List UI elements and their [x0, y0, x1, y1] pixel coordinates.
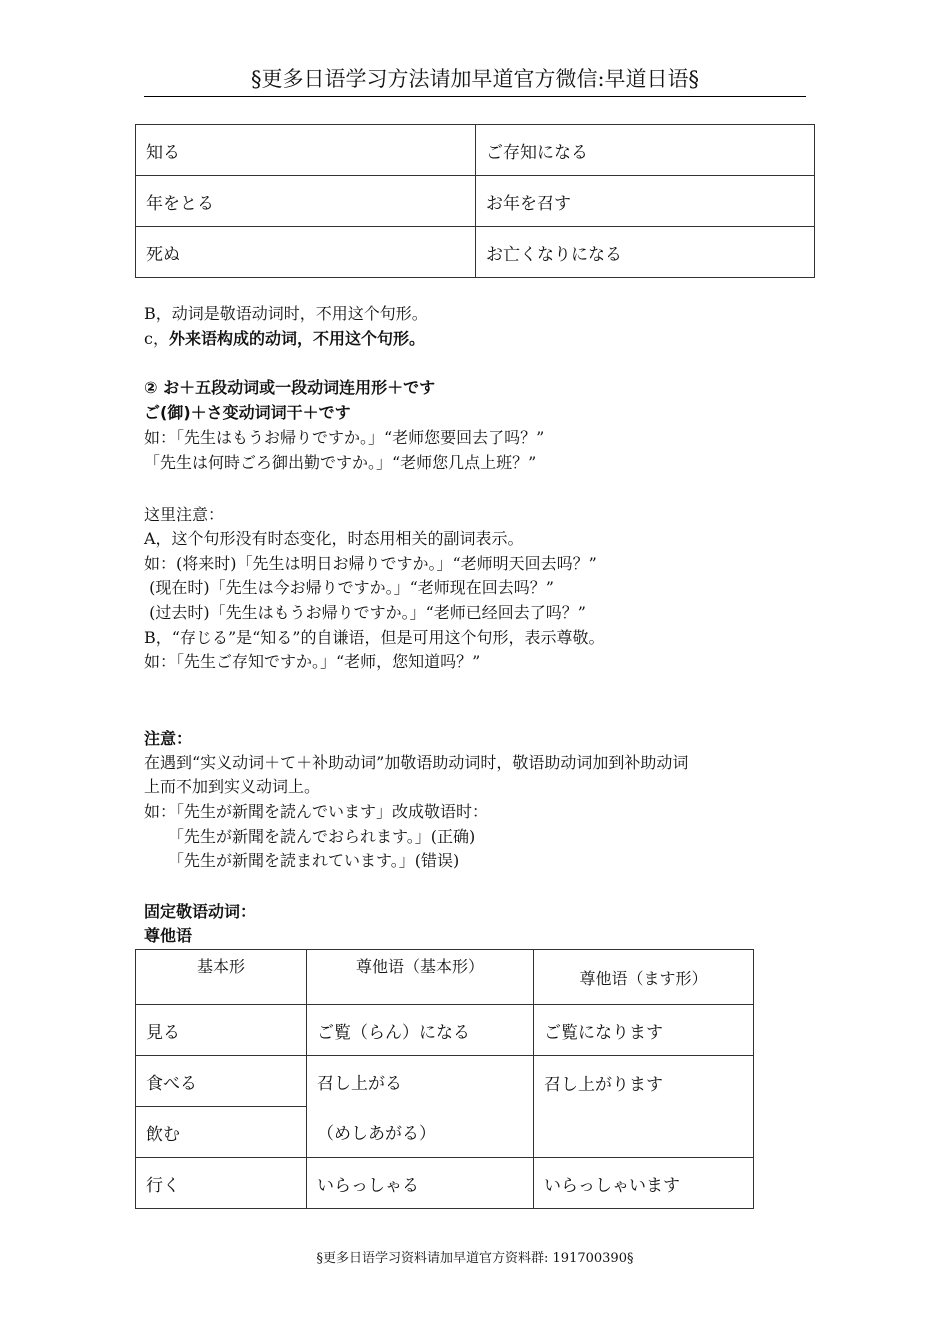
table-cell: 召し上がる	[307, 1056, 534, 1107]
table-row	[136, 1005, 754, 1056]
example-line: 如：(将来时)「先生は明日お帰りですか。」“老师明天回去吗？”	[144, 554, 597, 573]
example-line: (过去时)「先生はもうお帰りですか。」“老师已经回去了吗？”	[144, 603, 586, 622]
caution-line: 在遇到“实义动词＋て＋补助动词”加敬语助动词时，敬语助动词加到补助动词	[144, 753, 689, 772]
note-b-line: B，动词是敬语动词时，不用这个句形。	[144, 304, 428, 323]
note-c-bold: 外来语构成的动词，不用这个句形。	[168, 329, 425, 348]
table-cell: いらっしゃる	[307, 1158, 534, 1209]
table-cell: 召し上がります	[534, 1056, 754, 1158]
respect-verbs-table	[135, 949, 754, 1209]
respect-language-title: 尊他语	[144, 926, 193, 945]
table-cell: 年をとる	[136, 176, 476, 227]
example-line: 如：「先生が新聞を読んでいます」改成敬语时：	[144, 802, 489, 821]
attention-title: 这里注意：	[144, 505, 225, 524]
column-header: 尊他语（基本形）	[307, 950, 534, 1005]
honorific-table-1	[135, 124, 815, 278]
table-cell: ご覧（らん）になる	[307, 1005, 534, 1056]
example-line: 「先生が新聞を読まれています。」(错误)	[144, 851, 460, 870]
table-cell: 食べる	[136, 1056, 307, 1107]
table-cell: （めしあがる）	[307, 1107, 534, 1158]
caution-line: 上而不加到实义动词上。	[144, 777, 321, 796]
example-line: 如：「先生はもうお帰りですか。」“老师您要回去了吗？”	[144, 428, 545, 447]
note-b-line: B，“存じる”是“知る”的自谦语，但是可用这个句形，表示尊敬。	[144, 628, 605, 647]
caution-title: 注意：	[144, 729, 193, 748]
example-line: 如：「先生ご存知ですか。」“老师，您知道吗？”	[144, 652, 481, 671]
column-header: 尊他语（ます形）	[534, 950, 754, 1005]
note-c-prefix: c，	[144, 329, 169, 348]
table-cell: 知る	[136, 125, 476, 176]
note-c-line	[144, 327, 425, 352]
page-header: §更多日语学习方法请加早道官方微信:早道日语§	[144, 64, 806, 97]
table-header-row	[136, 950, 754, 1005]
table-cell: ご存知になる	[476, 125, 815, 176]
table-cell: お亡くなりになる	[476, 227, 815, 278]
table-cell: いらっしゃいます	[534, 1158, 754, 1209]
page-footer: §更多日语学习资料请加早道官方资料群: 191700390§	[316, 1251, 634, 1266]
pattern-title-2: ご(御)＋さ变动词词干＋です	[144, 403, 351, 422]
table-row	[136, 176, 815, 227]
column-header: 基本形	[136, 950, 307, 1005]
table-cell: ご覧になります	[534, 1005, 754, 1056]
table-row	[136, 227, 815, 278]
example-line: 「先生は何時ごろ御出勤ですか。」“老师您几点上班？”	[144, 453, 537, 472]
table-cell: お年を召す	[476, 176, 815, 227]
example-line: (现在时)「先生は今お帰りですか。」“老师现在回去吗？”	[144, 578, 554, 597]
fixed-verbs-title: 固定敬语动词：	[144, 902, 257, 921]
pattern-title-1: ② お＋五段动词或一段动词连用形＋です	[144, 378, 436, 397]
example-line: 「先生が新聞を読んでおられます。」(正确)	[144, 827, 476, 846]
table-cell: 見る	[136, 1005, 307, 1056]
table-cell: 死ぬ	[136, 227, 476, 278]
note-a-line: A，这个句形没有时态变化，时态用相关的副词表示。	[144, 529, 524, 548]
table-row	[136, 1056, 754, 1107]
table-cell: 飲む	[136, 1107, 307, 1158]
table-row	[136, 1158, 754, 1209]
table-cell: 行く	[136, 1158, 307, 1209]
table-row	[136, 125, 815, 176]
